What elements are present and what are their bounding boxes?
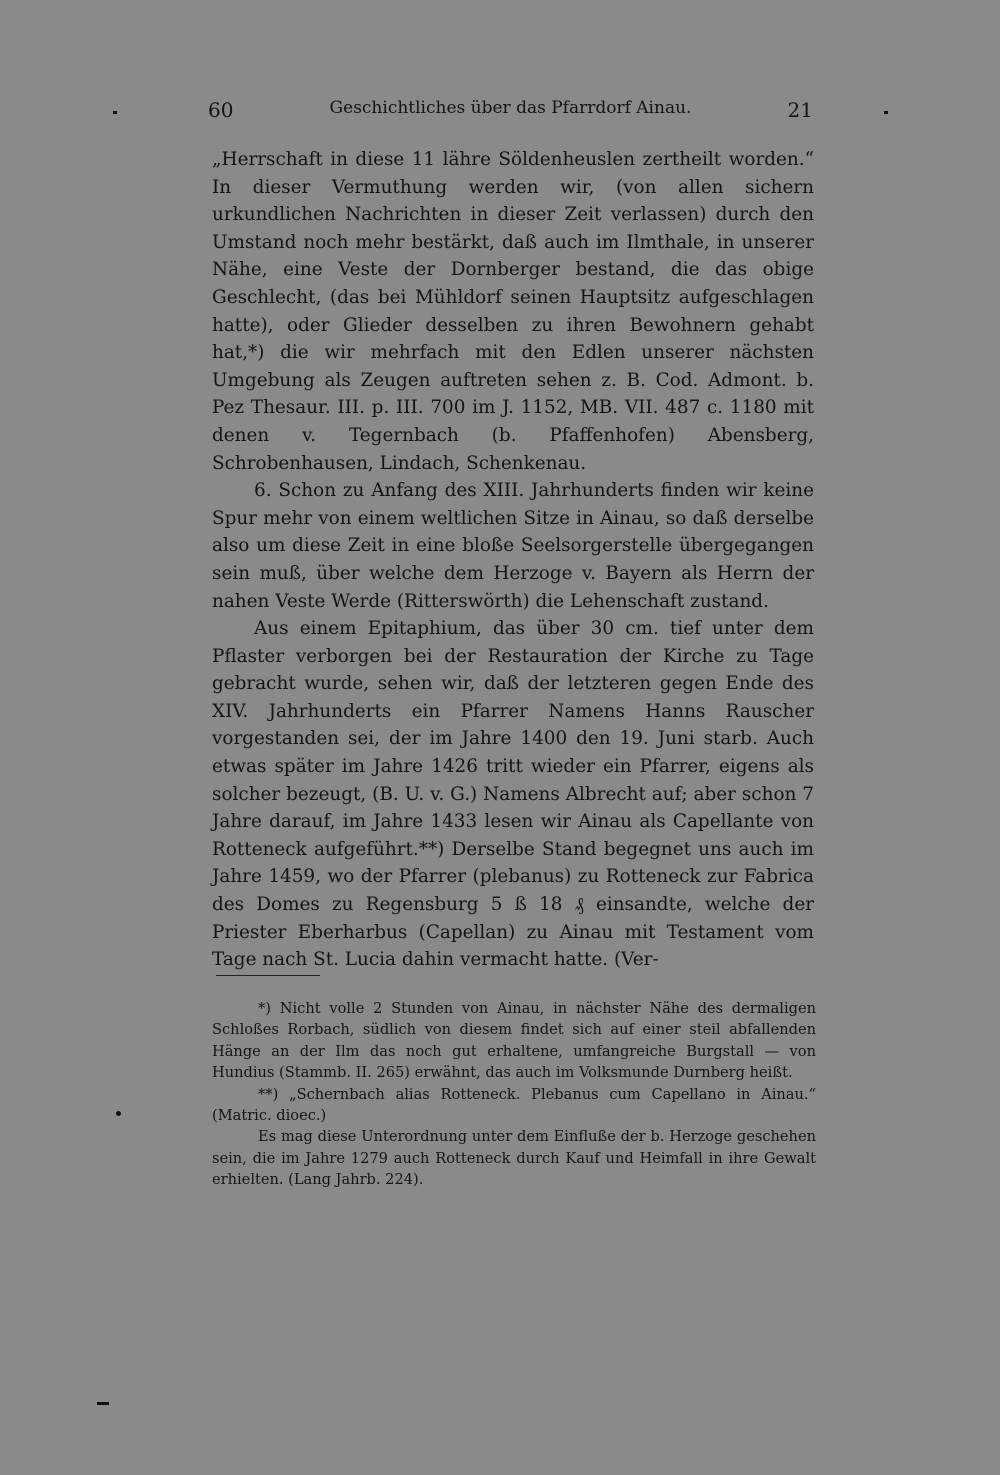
footnote-2: **) „Schernbach alias Rotteneck. Plebanus cum Capellano in Ainau.“ (Matric. dioec.) <box>212 1085 816 1125</box>
scan-speck <box>113 111 117 114</box>
running-title: Geschichtliches über das Pfarrdorf Ainau. <box>329 98 692 118</box>
paragraph-2: 6. Schon zu Anfang des XIII. Jahrhunderts finden wir keine Spur mehr von einem weltlichen Sitze in Ainau, so daß derselbe also um diese Zeit in eine bloße Seelsorgerstelle übergegangen sein muß, über welche dem Herzoge v. Bayern als Herrn der nahen Veste Werde (Ritterswörth) die Lehenschaft zustand. <box>212 480 814 612</box>
footnote-3: Es mag diese Unterordnung unter dem Einfluße der b. Herzoge geschehen sein, die im Jahre 1279 auch Rotteneck durch Kauf und Heimfall in ihre Gewalt erhielten. (Lang Jahrb. 224). <box>212 1128 816 1189</box>
page-number-left: 60 <box>208 98 234 122</box>
paragraph-1: „Herrschaft in diese 11 lähre Söldenheuslen zertheilt worden.“ In dieser Vermuthung werden wir, (von allen sichern urkundlichen Nachrichten in dieser Zeit verlassen) durch den Umstand noch mehr bestärkt, daß auch im Ilmthale, in unserer Nähe, eine Veste der Dornberger bestand, die das obige Geschlecht, (das bei Mühldorf seinen Hauptsitz aufgeschlagen hatte), oder Glieder desselben zu ihren Bewohnern gehabt hat,*) die wir mehrfach mit den Edlen unserer nächsten Umgebung als Zeugen auftreten sehen z. B. Cod. Admont. b. Pez Thesaur. III. p. III. 700 im J. 1152, MB. VII. 487 c. 1180 mit denen v. Tegernbach (b. Pfaffenhofen) Abensberg, Schrobenhausen, Lindach, Schenkenau. <box>212 149 814 474</box>
footnote-separator <box>216 975 320 976</box>
main-text <box>212 146 814 974</box>
page-header <box>208 98 813 128</box>
paragraph-3: Aus einem Epitaphium, das über 30 cm. tief unter dem Pflaster verborgen bei der Restauration der Kirche zu Tage gebracht wurde, sehen wir, daß der letzteren gegen Ende des XIV. Jahrhunderts ein Pfarrer Namens Hanns Rauscher vorgestanden sei, der im Jahre 1400 den 19. Juni starb. Auch etwas später im Jahre 1426 tritt wieder ein Pfarrer, eigens als solcher bezeugt, (B. U. v. G.) Namens Albrecht auf; aber schon 7 Jahre darauf, im Jahre 1433 lesen wir Ainau als Capellante von Rotteneck aufgeführt.**) Derselbe Stand begegnet uns auch im Jahre 1459, wo der Pfarrer (plebanus) zu Rotteneck zur Fabrica des Domes zu Regensburg 5 ß 18 ₰ einsandte, welche der Priester Eberharbus (Capellan) zu Ainau mit Testament vom Tage nach St. Lucia dahin vermacht hatte. (Ver- <box>212 618 814 971</box>
scan-speck <box>97 1402 109 1405</box>
scan-speck <box>884 111 888 114</box>
footnotes <box>212 998 816 1191</box>
page-number-right: 21 <box>787 98 813 122</box>
footnote-1: *) Nicht volle 2 Stunden von Ainau, in nächster Nähe des dermaligen Schloßes Rorbach, südlich von diesem findet sich auf einer steil abfallenden Hänge an der Ilm das noch gut erhaltene, umfangreiche Burgstall — von Hundius (Stammb. II. 265) erwähnt, das auch im Volksmunde Durnberg heißt. <box>212 1000 816 1082</box>
scan-speck <box>116 1111 121 1116</box>
